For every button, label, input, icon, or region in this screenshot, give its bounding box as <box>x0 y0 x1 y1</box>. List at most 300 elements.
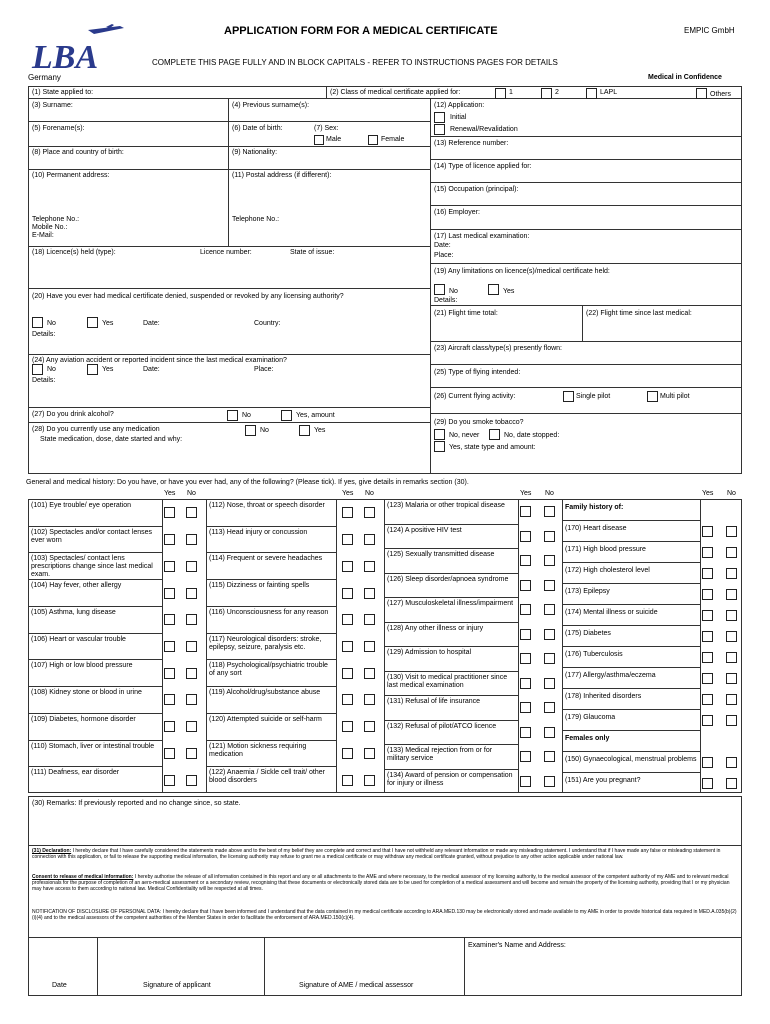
renewal-label: Renewal/Revalidation <box>450 126 518 133</box>
field-7-label: (7) Sex: <box>314 125 339 132</box>
history-no-checkbox[interactable] <box>186 507 197 518</box>
row-divider <box>28 740 162 741</box>
row-divider <box>28 713 162 714</box>
history-yes-checkbox[interactable] <box>342 507 353 518</box>
field-5-label: (5) Forename(s): <box>32 125 85 132</box>
history-yes-checkbox[interactable] <box>520 531 531 542</box>
row-divider <box>562 583 700 584</box>
history-item-label: (113) Head injury or concussion <box>209 529 308 536</box>
history-yes-checkbox[interactable] <box>164 614 175 625</box>
history-no-checkbox[interactable] <box>186 614 197 625</box>
row-divider <box>384 720 518 721</box>
field-4-label: (4) Previous surname(s): <box>232 102 310 109</box>
field-26-label: (26) Current flying activity: <box>434 393 516 400</box>
history-no-checkbox[interactable] <box>186 641 197 652</box>
history-yes-checkbox[interactable] <box>702 715 713 726</box>
history-no-checkbox[interactable] <box>544 727 555 738</box>
row-divider <box>562 520 700 521</box>
history-yes-checkbox[interactable] <box>702 757 713 768</box>
history-no-checkbox[interactable] <box>364 748 375 759</box>
medication-no-label: No <box>260 427 269 434</box>
class-1-label: 1 <box>509 89 513 96</box>
lapl-label: LAPL <box>600 89 618 96</box>
field-28b-label: State medication, dose, date started and why: <box>40 436 183 443</box>
history-yes-checkbox[interactable] <box>164 588 175 599</box>
history-yes-checkbox[interactable] <box>702 589 713 600</box>
denied-country-label: Country: <box>254 320 281 327</box>
lba-logo <box>28 24 128 72</box>
history-item-label: (105) Asthma, lung disease <box>31 609 116 616</box>
history-item-label: (177) Allergy/asthma/eczema <box>565 672 656 679</box>
smoke-yes-label: Yes, state type and amount: <box>449 444 536 451</box>
row-divider <box>384 548 518 549</box>
field-15-label: (15) Occupation (principal): <box>434 186 519 193</box>
row-divider <box>562 772 700 773</box>
history-item-label: (126) Sleep disorder/apnoea syndrome <box>387 576 509 583</box>
history-no-checkbox[interactable] <box>186 668 197 679</box>
no-column-header: No <box>545 490 554 497</box>
history-yes-checkbox[interactable] <box>342 588 353 599</box>
history-yes-checkbox[interactable] <box>702 694 713 705</box>
history-yes-checkbox[interactable] <box>342 748 353 759</box>
field-27-label: (27) Do you drink alcohol? <box>32 411 114 418</box>
lapl-checkbox[interactable] <box>586 88 597 99</box>
history-no-checkbox[interactable] <box>726 526 737 537</box>
history-item-label: (172) High cholesterol level <box>565 567 650 574</box>
consent-body: I hereby authorise the release of all information contained in this report and any or all attachments to the AME and where necessary, to the medical assessor of my licensing authority, to the medical assessor of the competent authority of my AME and to relevant medical professionals for the purpose of completion of an aero-medical assessment or a secondary review, recognising that these documents or electronically stored data are to be used for completion of a medical assessment and will become and remain the property of the licensing authority, providing that I or my physician may have access to them according to national law. Medical Confidentiality will be respected at all times. <box>32 874 730 892</box>
history-item-label: (173) Epilepsy <box>565 588 610 595</box>
history-yes-checkbox[interactable] <box>520 604 531 615</box>
history-yes-checkbox[interactable] <box>164 561 175 572</box>
alcohol-no-label: No <box>242 412 251 419</box>
history-item-label: (178) Inherited disorders <box>565 693 642 700</box>
history-no-checkbox[interactable] <box>726 673 737 684</box>
history-item-label: (103) Spectacles/ contact lens prescriptions change since last medical exam. <box>31 555 153 578</box>
denied-details-label: Details: <box>32 331 56 338</box>
history-yes-checkbox[interactable] <box>164 694 175 705</box>
history-item-label: (127) Musculoskeletal illness/impairment <box>387 600 514 607</box>
history-yes-checkbox[interactable] <box>702 526 713 537</box>
history-yes-checkbox[interactable] <box>342 534 353 545</box>
examiner-label: Examiner's Name and Address: <box>468 942 566 949</box>
telephone-label: Telephone No.: <box>32 216 80 223</box>
history-yes-checkbox[interactable] <box>164 668 175 679</box>
history-item-label: (151) Are you pregnant? <box>565 777 641 784</box>
history-group-title: Females only <box>565 735 610 742</box>
history-item-label: (101) Eye trouble/ eye operation <box>31 502 132 509</box>
field-14-label: (14) Type of licence applied for: <box>434 163 532 170</box>
limitations-no-checkbox[interactable] <box>434 284 445 295</box>
history-no-checkbox[interactable] <box>364 588 375 599</box>
history-yes-checkbox[interactable] <box>342 561 353 572</box>
history-no-checkbox[interactable] <box>726 778 737 789</box>
consent-title: Consent to release of medical information: <box>32 874 134 880</box>
history-no-checkbox[interactable] <box>726 547 737 558</box>
history-yes-checkbox[interactable] <box>520 629 531 640</box>
history-yes-checkbox[interactable] <box>520 555 531 566</box>
history-item-label: (175) Diabetes <box>565 630 611 637</box>
history-yes-checkbox[interactable] <box>702 652 713 663</box>
column-divider <box>206 499 207 793</box>
field-24-label: (24) Any aviation accident or reported incident since the last medical examination? <box>32 357 287 364</box>
history-no-checkbox[interactable] <box>726 589 737 600</box>
history-yes-checkbox[interactable] <box>164 507 175 518</box>
row-divider <box>206 740 336 741</box>
history-yes-checkbox[interactable] <box>342 614 353 625</box>
row-divider <box>562 730 700 731</box>
history-yes-checkbox[interactable] <box>702 631 713 642</box>
history-no-checkbox[interactable] <box>544 776 555 787</box>
mobile-label: Mobile No.: <box>32 224 68 231</box>
history-item-label: (108) Kidney stone or blood in urine <box>31 689 142 696</box>
history-item-label: (118) Psychological/psychiatric trouble of any sort <box>209 662 328 677</box>
history-no-checkbox[interactable] <box>544 580 555 591</box>
history-no-checkbox[interactable] <box>544 531 555 542</box>
history-yes-checkbox[interactable] <box>520 727 531 738</box>
signature-applicant-label: Signature of applicant <box>143 982 211 989</box>
row-divider <box>206 552 336 553</box>
row-divider <box>562 604 700 605</box>
history-group-title: Family history of: <box>565 504 624 511</box>
row-divider <box>384 695 518 696</box>
history-no-checkbox[interactable] <box>186 721 197 732</box>
accident-no-checkbox[interactable] <box>32 364 43 375</box>
denied-date-label: Date: <box>143 320 160 327</box>
field-17-label: (17) Last medical examination: <box>434 233 530 240</box>
form-frame <box>28 86 742 474</box>
history-yes-checkbox[interactable] <box>342 668 353 679</box>
history-no-checkbox[interactable] <box>364 614 375 625</box>
date-label: Date <box>52 982 67 989</box>
history-yes-checkbox[interactable] <box>702 568 713 579</box>
history-item-label: (102) Spectacles and/or contact lenses ever worn <box>31 529 153 544</box>
class-2-checkbox[interactable] <box>541 88 552 99</box>
history-item-label: (133) Medical rejection from or for military service <box>387 747 493 762</box>
no-column-header: No <box>187 490 196 497</box>
row-divider <box>384 573 518 574</box>
signature-ame-label: Signature of AME / medical assessor <box>299 982 414 989</box>
remarks-frame <box>28 796 742 996</box>
medication-yes-checkbox[interactable] <box>299 425 310 436</box>
row-divider <box>206 766 336 767</box>
history-intro: General and medical history: Do you have, or have you ever had, any of the following? (Please tick). If yes, give details in remarks section (30). <box>26 479 469 486</box>
history-yes-checkbox[interactable] <box>342 721 353 732</box>
alcohol-no-checkbox[interactable] <box>227 410 238 421</box>
history-yes-checkbox[interactable] <box>164 775 175 786</box>
renewal-checkbox[interactable] <box>434 124 445 135</box>
history-yes-checkbox[interactable] <box>702 547 713 558</box>
history-no-checkbox[interactable] <box>186 588 197 599</box>
history-no-checkbox[interactable] <box>726 694 737 705</box>
history-no-checkbox[interactable] <box>186 748 197 759</box>
limitations-no-label: No <box>449 288 458 295</box>
row-divider <box>562 667 700 668</box>
no-column-header: No <box>365 490 374 497</box>
history-yes-checkbox[interactable] <box>702 610 713 621</box>
multi-pilot-checkbox[interactable] <box>647 391 658 402</box>
field-13-label: (13) Reference number: <box>434 140 509 147</box>
history-item-label: (120) Attempted suicide or self-harm <box>209 716 322 723</box>
history-yes-checkbox[interactable] <box>342 641 353 652</box>
history-no-checkbox[interactable] <box>364 775 375 786</box>
yes-column-header: Yes <box>342 490 354 497</box>
denied-no-label: No <box>47 320 56 327</box>
history-no-checkbox[interactable] <box>544 678 555 689</box>
row-divider <box>562 646 700 647</box>
row-divider <box>28 552 162 553</box>
row-divider <box>28 526 162 527</box>
history-no-checkbox[interactable] <box>726 652 737 663</box>
denied-yes-checkbox[interactable] <box>87 317 98 328</box>
history-yes-checkbox[interactable] <box>342 775 353 786</box>
row-divider <box>206 713 336 714</box>
declaration-body: I hereby declare that I have carefully considered the statements made above and to the best of my belief they are complete and correct and that I have not withheld any relevant information or made any misleading statement. I understand that if I have made any false or misleading statement in connection with this application, or fail to release the supporting medical information, the licensing authority may refuse to grant me a medical certificate or may withdraw any medical certificate granted, without prejudice to any other action applicable under national law. <box>32 848 721 860</box>
row-divider <box>28 579 162 580</box>
row-divider <box>562 709 700 710</box>
declaration-text <box>32 848 738 860</box>
history-no-checkbox[interactable] <box>364 721 375 732</box>
field-6-label: (6) Date of birth: <box>232 125 283 132</box>
confidential-label: Medical in Confidence <box>648 74 722 81</box>
exam-date-label: Date: <box>434 242 451 249</box>
history-no-checkbox[interactable] <box>726 568 737 579</box>
history-no-checkbox[interactable] <box>544 751 555 762</box>
row-divider <box>206 659 336 660</box>
history-no-checkbox[interactable] <box>544 555 555 566</box>
history-no-checkbox[interactable] <box>364 507 375 518</box>
male-checkbox[interactable] <box>314 135 324 145</box>
field-10-label: (10) Permanent address: <box>32 172 110 179</box>
smoke-never-checkbox[interactable] <box>434 429 445 440</box>
history-item-label: (112) Nose, throat or speech disorder <box>209 502 325 509</box>
class-1-checkbox[interactable] <box>495 88 506 99</box>
denied-yes-label: Yes <box>102 320 114 327</box>
row-divider <box>28 606 162 607</box>
field-29-label: (29) Do you smoke tobacco? <box>434 419 524 426</box>
row-divider <box>384 671 518 672</box>
text-divider <box>336 499 337 793</box>
yes-column-header: Yes <box>702 490 714 497</box>
medication-no-checkbox[interactable] <box>245 425 256 436</box>
form-title: APPLICATION FORM FOR A MEDICAL CERTIFICATE <box>224 25 498 37</box>
country-label: Germany <box>28 73 61 82</box>
female-checkbox[interactable] <box>368 135 378 145</box>
row-divider <box>28 633 162 634</box>
class-2-label: 2 <box>555 89 559 96</box>
history-no-checkbox[interactable] <box>364 668 375 679</box>
row-divider <box>384 524 518 525</box>
history-item-label: (119) Alcohol/drug/substance abuse <box>209 689 321 696</box>
male-label: Male <box>326 136 342 143</box>
single-pilot-label: Single pilot <box>576 393 611 400</box>
no-column-header: No <box>727 490 736 497</box>
field-3-label: (3) Surname: <box>32 102 73 109</box>
history-yes-checkbox[interactable] <box>702 673 713 684</box>
field-9-label: (9) Nationality: <box>232 149 278 156</box>
history-item-label: (122) Anaemia / Sickle cell trait/ other blood disorders <box>209 769 325 784</box>
field-2-label: (2) Class of medical certificate applied for: <box>330 89 461 96</box>
row-divider <box>562 541 700 542</box>
history-item-label: (111) Deafness, ear disorder <box>31 769 120 776</box>
field-18-label: (18) Licence(s) held (type): <box>32 249 116 256</box>
history-no-checkbox[interactable] <box>186 534 197 545</box>
history-no-checkbox[interactable] <box>544 604 555 615</box>
others-checkbox[interactable] <box>696 88 707 99</box>
history-item-label: (174) Mental illness or suicide <box>565 609 658 616</box>
history-yes-checkbox[interactable] <box>520 776 531 787</box>
history-no-checkbox[interactable] <box>726 610 737 621</box>
row-divider <box>562 625 700 626</box>
history-yes-checkbox[interactable] <box>702 778 713 789</box>
history-no-checkbox[interactable] <box>186 775 197 786</box>
accident-no-label: No <box>47 366 56 373</box>
svg-text:LBA: LBA <box>32 39 99 72</box>
female-label: Female <box>381 136 405 143</box>
field-23-label: (23) Aircraft class/type(s) presently flown: <box>434 345 562 352</box>
row-divider <box>206 526 336 527</box>
telephone2-label: Telephone No.: <box>232 216 280 223</box>
field-19-label: (19) Any limitations on licence(s)/medical certificate held: <box>434 268 610 275</box>
remarks-label: (30) Remarks: If previously reported and no change since, so state. <box>32 800 241 807</box>
history-item-label: (121) Motion sickness requiring medication <box>209 743 307 758</box>
smoke-stopped-label: No, date stopped: <box>504 432 560 439</box>
field-12-label: (12) Application: <box>434 102 485 109</box>
row-divider <box>384 744 518 745</box>
limitations-yes-checkbox[interactable] <box>488 284 499 295</box>
single-pilot-checkbox[interactable] <box>563 391 574 402</box>
row-divider <box>206 606 336 607</box>
history-item-label: (179) Glaucoma <box>565 714 616 721</box>
alcohol-yes-label: Yes, amount <box>296 412 335 419</box>
history-no-checkbox[interactable] <box>544 653 555 664</box>
field-20-label: (20) Have you ever had medical certificate denied, suspended or revoked by any licensing authority? <box>32 293 344 300</box>
limitations-details-label: Details: <box>434 297 458 304</box>
row-divider <box>384 597 518 598</box>
history-yes-checkbox[interactable] <box>520 506 531 517</box>
history-item-label: (123) Malaria or other tropical disease <box>387 502 505 509</box>
state-of-issue-label: State of issue: <box>290 249 335 256</box>
consent-text <box>32 874 738 892</box>
licence-number-label: Licence number: <box>200 249 252 256</box>
history-no-checkbox[interactable] <box>364 561 375 572</box>
history-yes-checkbox[interactable] <box>520 678 531 689</box>
row-divider <box>562 751 700 752</box>
accident-details-label: Details: <box>32 377 56 384</box>
history-item-label: (150) Gynaecological, menstrual problems <box>565 756 697 763</box>
history-no-checkbox[interactable] <box>726 715 737 726</box>
history-item-label: (129) Admission to hospital <box>387 649 472 656</box>
history-no-checkbox[interactable] <box>364 641 375 652</box>
initial-checkbox[interactable] <box>434 112 445 123</box>
history-item-label: (114) Frequent or severe headaches <box>209 555 323 562</box>
history-item-label: (106) Heart or vascular trouble <box>31 636 126 643</box>
history-no-checkbox[interactable] <box>544 702 555 713</box>
declaration-title: (31) Declaration: <box>32 848 72 854</box>
history-item-label: (107) High or low blood pressure <box>31 662 133 669</box>
accident-date-label: Date: <box>143 366 160 373</box>
denied-no-checkbox[interactable] <box>32 317 43 328</box>
row-divider <box>28 686 162 687</box>
field-16-label: (16) Employer: <box>434 209 480 216</box>
history-item-label: (110) Stomach, liver or intestinal trouble <box>31 743 155 750</box>
exam-place-label: Place: <box>434 252 454 259</box>
history-yes-checkbox[interactable] <box>520 751 531 762</box>
email-label: E-Mail: <box>32 232 54 239</box>
row-divider <box>562 688 700 689</box>
history-yes-checkbox[interactable] <box>520 580 531 591</box>
company-name: EMPIC GmbH <box>684 26 735 35</box>
row-divider <box>562 562 700 563</box>
row-divider <box>28 659 162 660</box>
row-divider <box>206 633 336 634</box>
history-no-checkbox[interactable] <box>544 506 555 517</box>
alcohol-yes-checkbox[interactable] <box>281 410 292 421</box>
text-divider <box>162 499 163 793</box>
history-item-label: (132) Refusal of pilot/ATCO licence <box>387 723 497 730</box>
history-yes-checkbox[interactable] <box>164 534 175 545</box>
text-divider <box>518 499 519 793</box>
history-no-checkbox[interactable] <box>544 629 555 640</box>
history-no-checkbox[interactable] <box>726 757 737 768</box>
history-yes-checkbox[interactable] <box>342 694 353 705</box>
accident-yes-checkbox[interactable] <box>87 364 98 375</box>
history-no-checkbox[interactable] <box>364 694 375 705</box>
history-no-checkbox[interactable] <box>186 561 197 572</box>
others-label: Others <box>710 91 732 98</box>
history-item-label: (130) Visit to medical practitioner since last medical examination <box>387 674 508 689</box>
row-divider <box>206 686 336 687</box>
limitations-yes-label: Yes <box>503 288 515 295</box>
row-divider <box>384 646 518 647</box>
history-item-label: (116) Unconsciousness for any reason <box>209 609 329 616</box>
yes-column-header: Yes <box>164 490 176 497</box>
accident-yes-label: Yes <box>102 366 114 373</box>
history-item-label: (171) High blood pressure <box>565 546 646 553</box>
field-21-label: (21) Flight time total: <box>434 310 498 317</box>
history-no-checkbox[interactable] <box>186 694 197 705</box>
row-divider <box>384 622 518 623</box>
history-yes-checkbox[interactable] <box>164 641 175 652</box>
history-yes-checkbox[interactable] <box>520 702 531 713</box>
history-yes-checkbox[interactable] <box>164 721 175 732</box>
notification-text: NOTIFICATION OF DISCLOSURE OF PERSONAL DATA: I hereby declare that I have been informed and I understand that the data contained in my medical certificate according to ARA.MED.130 may be electronically stored and made available to my AME in order to provide historical data required in MED.A.035(b)(2)(i)(4) and to the medical assessors of the competent authorities of the Member States in order to facilitate the enforcement of ARA.MED.150(c)(4). <box>32 909 737 921</box>
multi-pilot-label: Multi pilot <box>660 393 690 400</box>
history-item-label: (125) Sexually transmitted disease <box>387 551 495 558</box>
history-item-label: (109) Diabetes, hormone disorder <box>31 716 136 723</box>
history-item-label: (124) A positive HIV test <box>387 527 462 534</box>
history-item-label: (134) Award of pension or compensation for injury or illness <box>387 772 513 787</box>
field-22-label: (22) Flight time since last medical: <box>586 310 692 317</box>
accident-place-label: Place: <box>254 366 274 373</box>
history-item-label: (131) Refusal of life insurance <box>387 698 480 705</box>
history-item-label: (104) Hay fever, other allergy <box>31 582 122 589</box>
field-28-label: (28) Do you currently use any medication <box>32 426 160 433</box>
row-divider <box>28 766 162 767</box>
yes-column-header: Yes <box>520 490 532 497</box>
history-yes-checkbox[interactable] <box>164 748 175 759</box>
history-item-label: (117) Neurological disorders: stroke, epilepsy, seizure, paralysis etc. <box>209 636 322 651</box>
history-no-checkbox[interactable] <box>364 534 375 545</box>
medication-yes-label: Yes <box>314 427 326 434</box>
initial-label: Initial <box>450 114 467 121</box>
history-yes-checkbox[interactable] <box>520 653 531 664</box>
smoke-stopped-checkbox[interactable] <box>489 429 500 440</box>
smoke-yes-checkbox[interactable] <box>434 441 445 452</box>
history-no-checkbox[interactable] <box>726 631 737 642</box>
form-subtitle: COMPLETE THIS PAGE FULLY AND IN BLOCK CAPITALS - REFER TO INSTRUCTIONS PAGES FOR DETAILS <box>152 58 558 67</box>
text-divider <box>700 499 701 793</box>
smoke-never-label: No, never <box>449 432 480 439</box>
